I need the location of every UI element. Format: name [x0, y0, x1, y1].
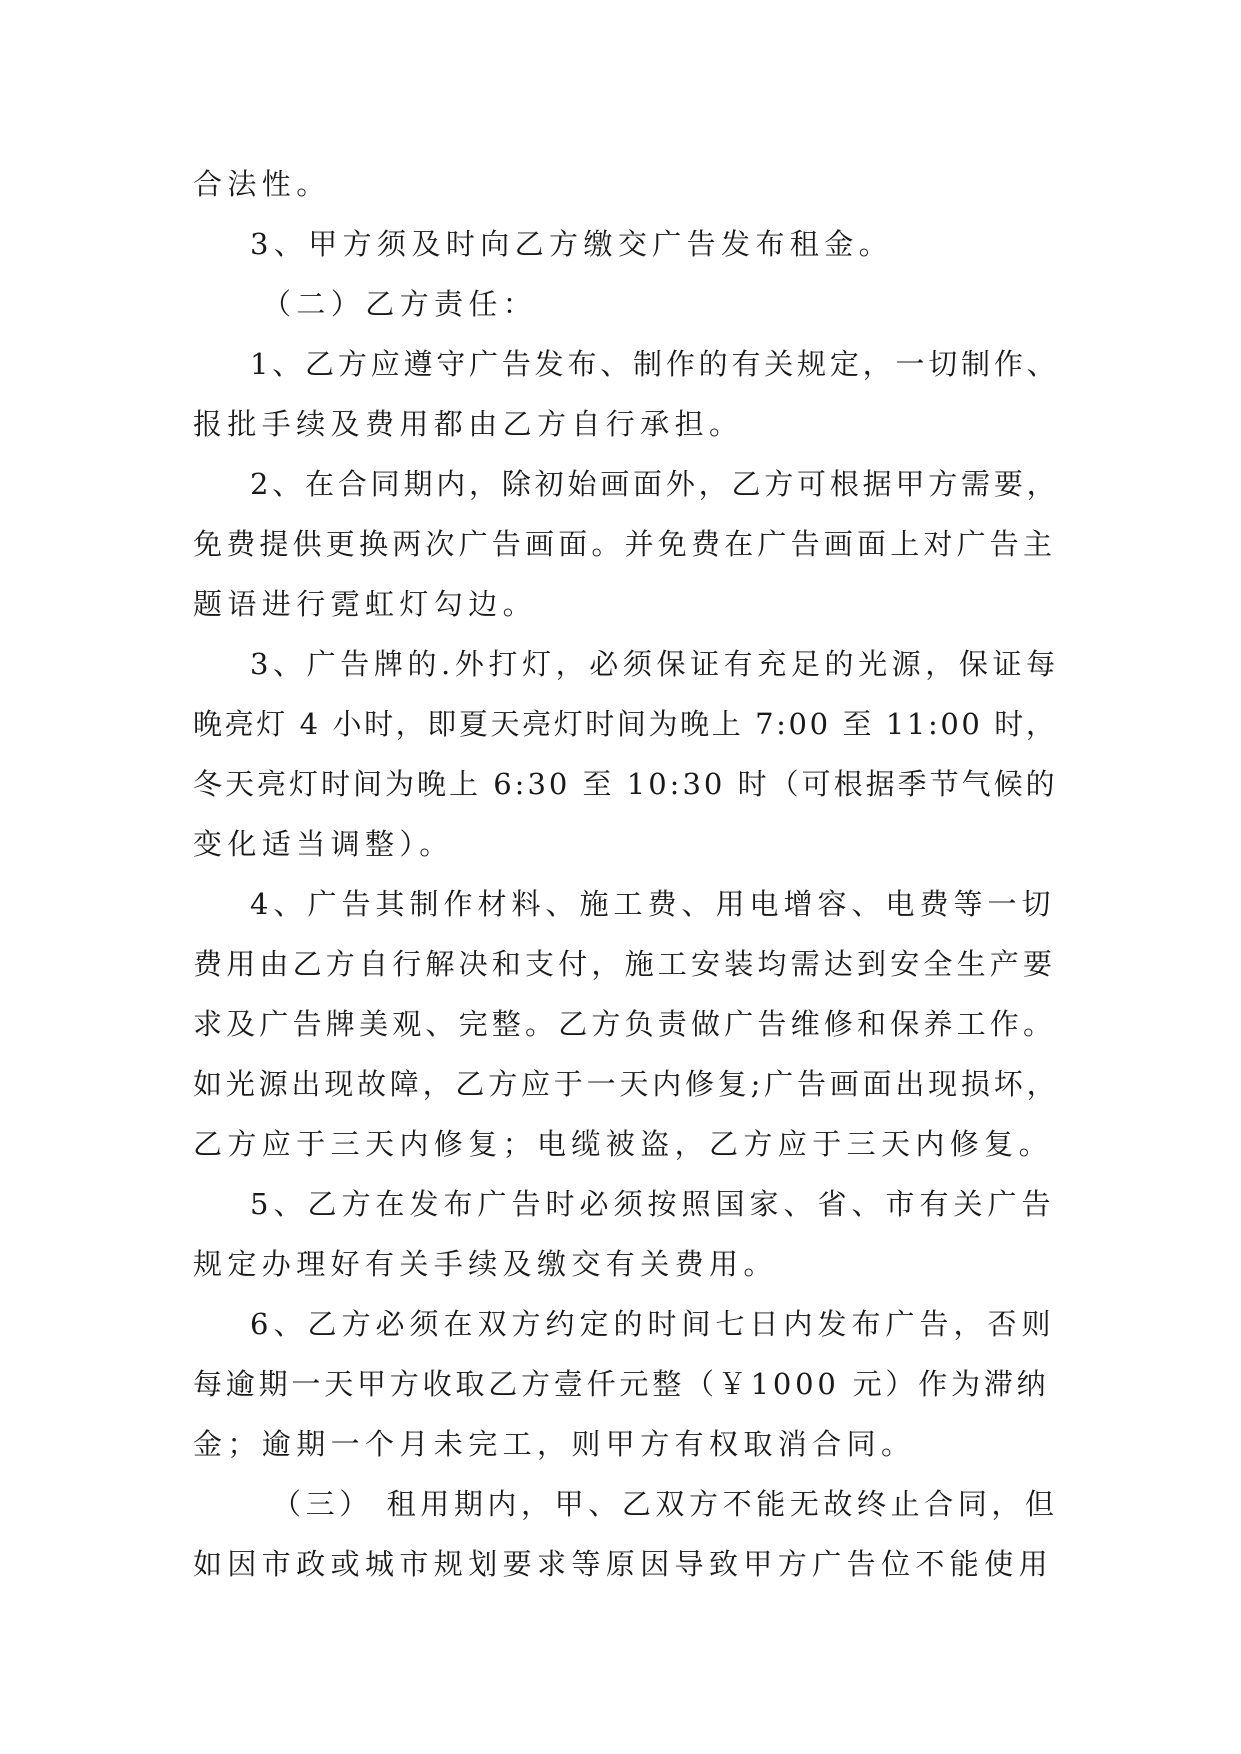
- text-line: 报批手续及费用都由乙方自行承担。: [193, 407, 744, 441]
- text-line: 费用由乙方自行解决和支付，施工安装均需达到安全生产要: [193, 947, 1057, 981]
- text-line: 冬天亮灯时间为晚上 6:30 至 10:30 时（可根据季节气候的: [193, 767, 1058, 801]
- text-line: 4、广告其制作材料、施工费、用电增容、电费等一切: [250, 887, 1056, 921]
- text-line: 3、甲方须及时向乙方缴交广告发布租金。: [250, 227, 894, 261]
- text-line: 6、乙方必须在双方约定的时间七日内发布广告，否则: [250, 1307, 1056, 1341]
- text-line: 2、在合同期内，除初始画面外，乙方可根据甲方需要，: [250, 467, 1060, 501]
- text-line: 合法性。: [193, 167, 331, 201]
- text-line: 规定办理好有关手续及缴交有关费用。: [193, 1247, 778, 1281]
- section-heading: （三） 租用期内，甲、乙双方不能无故终止合同，但: [272, 1487, 1059, 1521]
- text-line: 如因市政或城市规划要求等原因导致甲方广告位不能使用: [193, 1547, 1054, 1581]
- text-line: 3、广告牌的.外打灯，必须保证有充足的光源，保证每: [250, 647, 1060, 681]
- text-line: 1、乙方应遵守广告发布、制作的有关规定，一切制作、: [250, 347, 1060, 381]
- text-line: 5、乙方在发布广告时必须按照国家、省、市有关广告: [250, 1187, 1056, 1221]
- text-line: 每逾期一天甲方收取乙方壹仟元整（￥1000 元）作为滞纳: [193, 1367, 1050, 1401]
- text-line: 乙方应于三天内修复；电缆被盗，乙方应于三天内修复。: [193, 1127, 1054, 1161]
- text-line: 求及广告牌美观、完整。乙方负责做广告维修和保养工作。: [193, 1007, 1057, 1041]
- text-line: 金；逾期一个月未完工，则甲方有权取消合同。: [193, 1427, 916, 1461]
- text-line: 免费提供更换两次广告画面。并免费在广告画面上对广告主: [193, 527, 1057, 561]
- text-line: 题语进行霓虹灯勾边。: [193, 587, 538, 621]
- section-heading: （二）乙方责任：: [262, 287, 538, 321]
- text-line: 晚亮灯 4 小时，即夏天亮灯时间为晚上 7:00 至 11:00 时，: [193, 707, 1058, 741]
- text-line: 如光源出现故障，乙方应于一天内修复;广告画面出现损坏，: [193, 1067, 1060, 1101]
- text-line: 变化适当调整）。: [193, 827, 454, 861]
